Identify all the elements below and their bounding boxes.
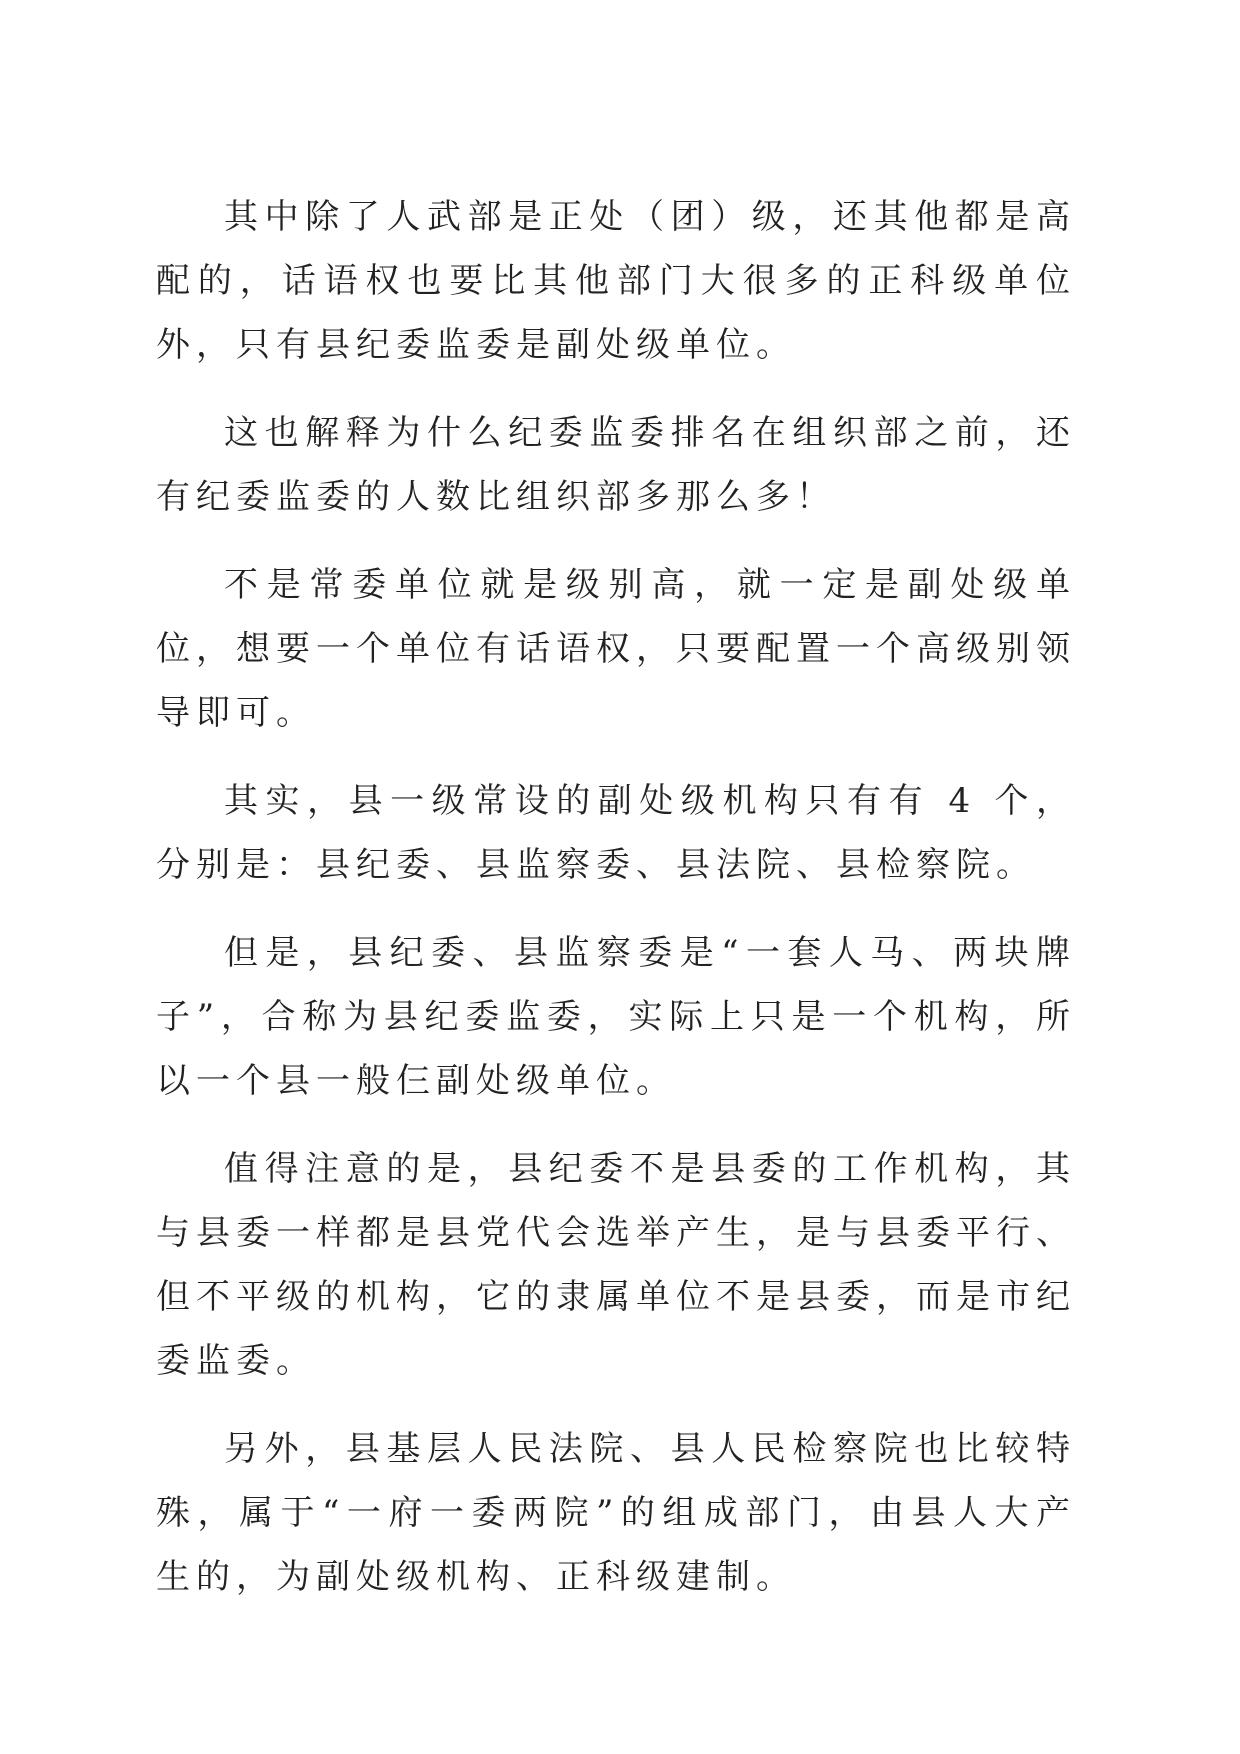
document-body — [156, 185, 1076, 1633]
paragraph-4: 其实，县一级常设的副处级机构只有有 4 个，分别是：县纪委、县监察委、县法院、县检察院。 — [156, 781, 1076, 885]
paragraph-5: 但是，县纪委、县监察委是“一套人马、两块牌子”，合称为县纪委监委，实际上只是一个机构，所以一个县一般仨副处级单位。 — [156, 933, 1076, 1101]
paragraph-7: 另外，县基层人民法院、县人民检察院也比较特殊，属于“一府一委两院”的组成部门，由县人大产生的，为副处级机构、正科级建制。 — [156, 1429, 1076, 1597]
paragraph-2: 这也解释为什么纪委监委排名在组织部之前，还有纪委监委的人数比组织部多那么多！ — [156, 413, 1076, 517]
paragraph-3: 不是常委单位就是级别高，就一定是副处级单位，想要一个单位有话语权，只要配置一个高级别领导即可。 — [156, 565, 1076, 733]
paragraph-1: 其中除了人武部是正处（团）级，还其他都是高配的，话语权也要比其他部门大很多的正科级单位外，只有县纪委监委是副处级单位。 — [156, 197, 1076, 365]
paragraph-6: 值得注意的是，县纪委不是县委的工作机构，其与县委一样都是县党代会选举产生，是与县委平行、但不平级的机构，它的隶属单位不是县委，而是市纪委监委。 — [156, 1149, 1076, 1381]
